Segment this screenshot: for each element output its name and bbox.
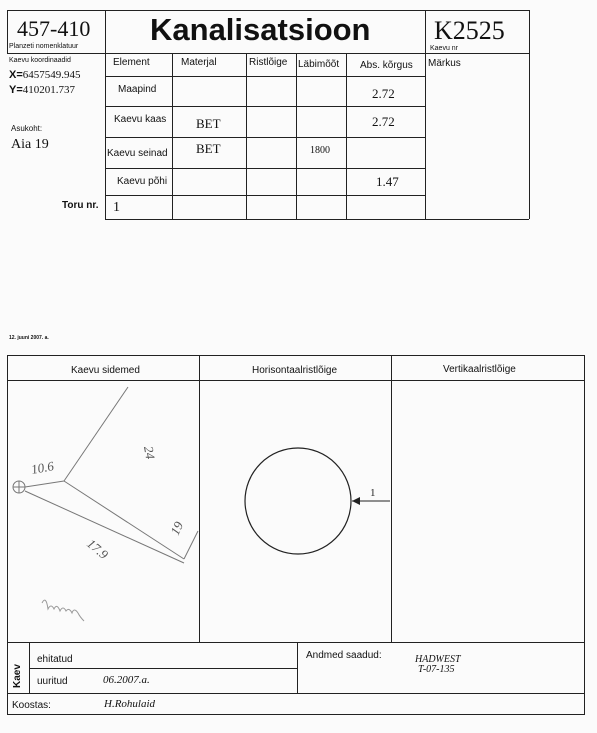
- sheet-number: 457-410: [17, 16, 91, 41]
- well-number: K2525: [434, 16, 505, 45]
- compiled-label: Koostas:: [12, 700, 51, 711]
- data-source-label: Andmed saadud:: [306, 650, 382, 661]
- row-height: 2.72: [372, 86, 395, 101]
- surveyed-label: uuritud: [37, 676, 68, 687]
- sketch-label: 19: [167, 519, 187, 538]
- data-source-value: HADWEST: [415, 654, 461, 665]
- coord-x: [9, 69, 81, 81]
- row-height: 1.47: [376, 174, 399, 189]
- handwritten-signature: [42, 600, 84, 621]
- header-diameter: Läbimõõt: [298, 59, 340, 70]
- pipe-value: 1: [113, 200, 120, 215]
- well-number-caption: Kaevu nr: [430, 45, 459, 52]
- built-label: ehitatud: [37, 654, 73, 665]
- header-material: Materjal: [181, 57, 217, 68]
- row-material: BET: [196, 141, 221, 156]
- coord-x-value: 6457549.945: [22, 69, 81, 81]
- sketch-label: 17.9: [84, 535, 112, 562]
- row-height: 2.72: [372, 114, 395, 129]
- data-source-code: T-07-135: [418, 664, 455, 675]
- row-element: Kaevu põhi: [117, 176, 168, 187]
- horizontal-section-sketch: [200, 381, 391, 641]
- well-circle: [245, 448, 351, 554]
- sheet-caption: Planzeti nomenklatuur: [9, 43, 79, 50]
- page-title: Kanalisatsioon: [150, 12, 371, 47]
- panel-title-vertical: Vertikaalristlõige: [443, 364, 516, 375]
- arrow-label: 1: [370, 487, 376, 499]
- pipe-label: Toru nr.: [62, 200, 99, 211]
- pipe-line: [64, 387, 128, 481]
- compiled-value: H.Rohulaid: [104, 698, 156, 710]
- pipe-line: [64, 481, 187, 559]
- pipe-line: [184, 531, 198, 559]
- row-element: Maapind: [118, 84, 157, 95]
- row-material: BET: [196, 116, 221, 131]
- row-diameter: 1800: [310, 145, 330, 156]
- panel-title-connections: Kaevu sidemed: [71, 365, 140, 376]
- coords-caption: Kaevu koordinaadid: [9, 57, 71, 64]
- location-value: Aia 19: [11, 137, 49, 152]
- sketch-label: 10.6: [29, 458, 55, 477]
- header-cross-section: Ristlõige: [249, 57, 288, 68]
- surveyed-value: 06.2007.a.: [103, 674, 150, 686]
- coord-y-value: 410201.737: [22, 84, 76, 96]
- location-caption: Asukoht:: [11, 124, 43, 133]
- header-remarks: Märkus: [428, 58, 461, 69]
- coord-x-label: X=: [9, 69, 23, 81]
- header-element: Element: [113, 57, 150, 68]
- row-element: Kaevu seinad: [107, 148, 168, 159]
- row-element: Kaevu kaas: [114, 114, 167, 125]
- date-stamp: 12. juuni 2007. a.: [9, 335, 49, 341]
- panel-title-horizontal: Horisontaalristlõige: [252, 365, 338, 376]
- pipe-line: [25, 481, 64, 487]
- header-abs-height: Abs. kõrgus: [360, 60, 413, 71]
- side-label: Kaev: [12, 664, 23, 688]
- coord-y: [9, 84, 75, 96]
- sketch-label: 24: [141, 444, 159, 461]
- coord-y-label: Y=: [9, 84, 23, 96]
- connections-sketch: [8, 381, 199, 641]
